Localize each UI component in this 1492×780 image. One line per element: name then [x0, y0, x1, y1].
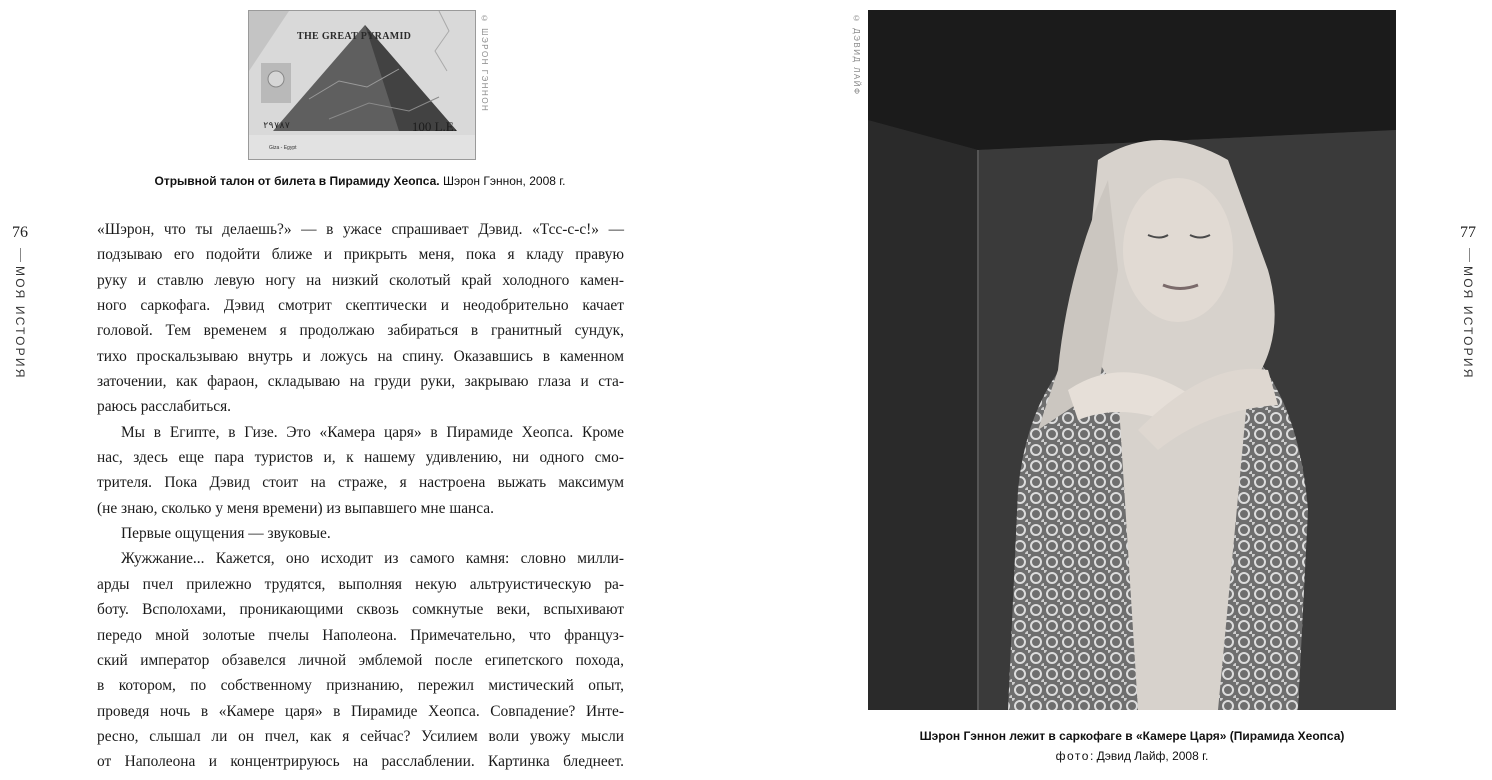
body-line: трителя. Пока Дэвид стоит на страже, я настроена выжать максимум [97, 474, 624, 492]
photo-credit: © ДЭВИД ЛАЙФ [852, 14, 861, 96]
body-line: боту. Всполохами, проникающими сквозь сомкнутые веки, вспыхивают [97, 601, 624, 619]
ticket-caption [120, 174, 600, 188]
body-line: нас, здесь еще пара туристов и, к нашему удивлению, ни одного смо- [97, 449, 624, 467]
body-line: в котором, по собственному признанию, пережил мистический опыт, [97, 677, 624, 695]
running-head-right: МОЯ ИСТОРИЯ [1461, 266, 1475, 380]
body-line: арды пчел прилежно трудятся, выполняя некую альтруистическую ра- [97, 575, 624, 593]
body-line: Первые ощущения — звуковые. [121, 525, 331, 543]
ticket-caption-regular: Шэрон Гэннон, 2008 г. [439, 174, 566, 188]
ticket-credit: © ШЭРОН ГЭННОН [480, 14, 489, 113]
ticket-serial: ٢٩٧٨٧ [263, 121, 291, 131]
body-line: подзываю его подойти ближе и прикрыть меня, пока я кладу правую [97, 246, 624, 264]
body-line: от Наполеона и концентрируюсь на расслаблении. Картинка бледнеет. [97, 753, 624, 771]
body-line: ский император обзавелся личной эмблемой после египетского похода, [97, 651, 624, 669]
body-line: руку и ставлю левую ногу на низкий сколотый край холодного камен- [97, 271, 624, 289]
body-line: (не знаю, сколько у меня времени) из выпавшего мне шанса. [97, 499, 494, 517]
ticket-price: 100 L.E. [411, 119, 457, 134]
photo-caption-bold: Шэрон Гэннон лежит в саркофаге в «Камере Царя» (Пирамида Хеопса) [919, 729, 1345, 743]
body-line: передо мной золотые пчелы Наполеона. Примечательно, что француз- [97, 626, 624, 644]
body-line: Жужжание... Кажется, оно исходит из самого камня: словно милли- [121, 550, 624, 568]
body-text [97, 217, 624, 775]
body-line: ного саркофага. Дэвид смотрит скептически и неодобрительно качает [97, 297, 624, 315]
ticket-caption-bold: Отрывной талон от билета в Пирамиду Хеопса. [154, 174, 440, 188]
body-line: ресно, слышал ли он пчел, как я сейчас? Усилием воли увожу мысли [97, 727, 624, 745]
photo-caption-label: фото [1055, 749, 1090, 763]
page-number-right: 77 [1460, 224, 1476, 241]
body-line: заточении, как фараон, складываю на груди руки, закрываю глаза и ста- [97, 373, 624, 391]
ticket-title: THE GREAT PYRAMID [297, 31, 412, 42]
photo-caption-title [868, 729, 1396, 743]
page-number-left: 76 [12, 224, 28, 241]
woman-in-sarcophagus-illustration [868, 10, 1396, 710]
body-line: тихо проскальзываю внутрь и ложусь на спину. Оказавшись в каменном [97, 347, 624, 365]
photo-caption-regular: : Дэвид Лайф, 2008 г. [1089, 749, 1209, 763]
sarcophagus-photo [868, 10, 1396, 710]
photo-caption-credit [868, 749, 1396, 763]
body-line: раюсь расслабиться. [97, 398, 231, 416]
page-number-rule-right [1469, 248, 1470, 262]
ticket-stub-image [248, 10, 476, 160]
body-line: проведя ночь в «Камере царя» в Пирамиде Хеопса. Совпадение? Инте- [97, 702, 624, 720]
body-line: головой. Тем временем я продолжаю забираться в гранитный сундук, [97, 322, 624, 340]
page-number-rule-left [20, 248, 21, 262]
body-line: «Шэрон, что ты делаешь?» — в ужасе спрашивает Дэвид. «Тсс-с-с!» — [97, 221, 624, 238]
body-line: Мы в Египте, в Гизе. Это «Камера царя» в Пирамиде Хеопса. Кроме [121, 423, 624, 441]
ticket-place: Giza - Egypt [269, 145, 297, 151]
running-head-left: МОЯ ИСТОРИЯ [13, 266, 27, 380]
